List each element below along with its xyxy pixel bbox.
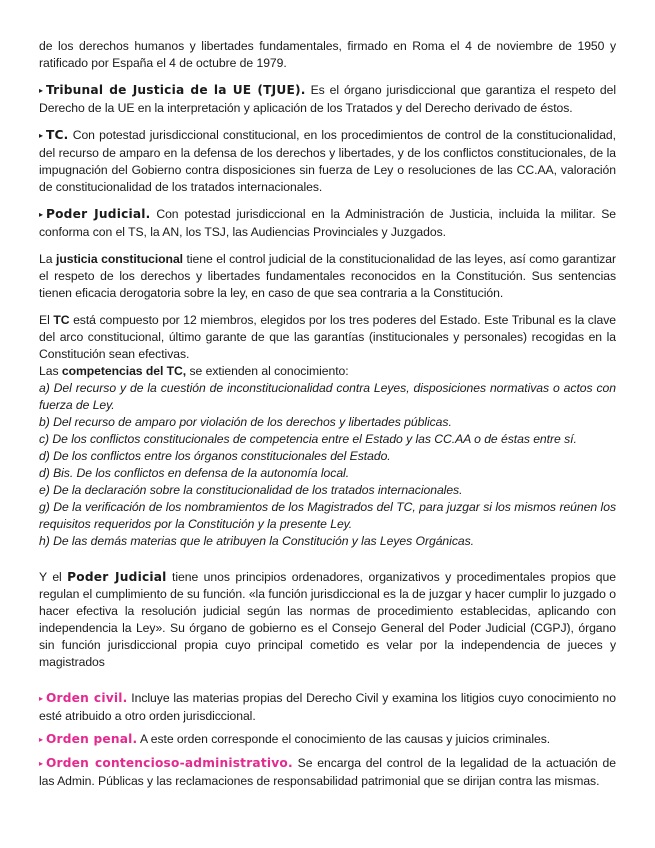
paragraph-tc-composicion [39, 312, 616, 363]
orden-civil-title: Orden civil. [45, 691, 128, 705]
pj2-text: tiene unos principios ordenadores, organizativos y procedimentales propios que regulan el cumplimiento de su función. «la función jurisdiccional es la de juzgar y hacer cumplir lo juzgado o hacer efectiva la resolución judicial según las normas de procedimiento establecidas, aplicando con independencia la Ley». Su órgano de gobierno es el Consejo General del Poder Judicial (CGPJ), órgano sin función jurisdiccional propia cuyo principal cometido es velar por la independencia de jueces y magistrados [39, 570, 616, 669]
comp-post: se extienden al conocimiento: [186, 364, 349, 378]
competencia-item: d) Bis. De los conflictos en defensa de la autonomía local. [39, 466, 350, 480]
paragraph-orden-civil [39, 690, 616, 725]
paragraph-tjue [39, 82, 616, 117]
competencia-item: d) De los conflictos entre los órganos constitucionales del Estado. [39, 449, 391, 463]
paragraph-orden-penal [39, 731, 616, 749]
bullet-triangle-icon: ▸ [39, 694, 43, 703]
pj-text: Con potestad jurisdiccional en la Administración de Justicia, incluida la militar. Se conforma con el TS, la AN, los TSJ, las Audiencias Provinciales y Juzgados. [39, 207, 616, 239]
competencia-item: b) Del recurso de amparo por violación de los derechos y libertades públicas. [39, 415, 452, 429]
pj2-bold: Poder Judicial [67, 570, 167, 584]
paragraph-intro [39, 38, 616, 72]
orden-penal-text: A este orden corresponde el conocimiento de las causas y juicios criminales. [137, 732, 551, 746]
competencias-heading [39, 363, 616, 380]
orden-penal-title: Orden penal. [45, 732, 138, 746]
tjue-text: Es el órgano jurisdiccional que garantiza el respeto del Derecho de la UE en la interpretación y aplicación de los Tratados y del Derecho derivado de éstos. [39, 83, 616, 115]
paragraph-justicia-constitucional [39, 251, 616, 302]
intro-text: de los derechos humanos y libertades fundamentales, firmado en Roma el 4 de noviembre de 1950 y ratificado por España el 4 de octubre de 1979. [39, 39, 616, 70]
paragraph-poder-judicial [39, 206, 616, 241]
paragraph-orden-contencioso [39, 755, 616, 790]
bullet-triangle-icon: ▸ [39, 86, 43, 95]
pj-title: Poder Judicial. [45, 207, 151, 221]
bullet-triangle-icon: ▸ [39, 210, 43, 219]
paragraph-poder-judicial-principios [39, 569, 616, 671]
tc2-bold: TC [53, 313, 70, 327]
competencia-item: a) Del recurso y de la cuestión de inconstitucionalidad contra Leyes, disposiciones normativas o actos con fuerza de Ley. [39, 381, 616, 412]
comp-bold: competencias del TC, [61, 364, 187, 378]
tc-title: TC. [45, 128, 69, 142]
competencia-item: e) De la declaración sobre la constitucionalidad de los tratados internacionales. [39, 483, 463, 497]
orden-contencioso-text: Se encarga del control de la legalidad de la actuación de las Admin. Públicas y las reclamaciones de responsabilidad patrimonial que se dirijan contra las mismas. [39, 756, 616, 788]
comp-pre: Las [39, 364, 62, 378]
tc2-text: está compuesto por 12 miembros, elegidos por los tres poderes del Estado. Este Tribunal es la clave del arco constitucional, último garante de que las garantías (institucionales y personales) recogidas en la Constitución sean efectivas. [39, 313, 617, 361]
competencia-item: g) De la verificación de los nombramientos de los Magistrados del TC, para juzgar si los mismos reúnen los requisitos requeridos por la Constitución y la presente Ley. [39, 500, 616, 531]
bullet-triangle-icon: ▸ [39, 759, 43, 768]
tc-text: Con potestad jurisdiccional constitucional, en los procedimientos de control de la constitucionalidad, del recurso de amparo en la defensa de los derechos y libertades, y de los conflictos constitucionales, de la impugnación del Gobierno contra disposiciones sin fuerza de Ley o resoluciones de las CC.AA, valoración de constitucionalidad de los tratados internacionales. [39, 128, 616, 194]
jc-text: tiene el control judicial de la constitucionalidad de las leyes, así como garantizar el respeto de los derechos y libertades fundamentales reconocidos en la Constitución. Sus sentencias tienen eficacia derogatoria sobre la ley, en caso de que sea contraria a la Constitución. [39, 252, 617, 300]
competencias-block [39, 363, 616, 550]
jc-bold: justicia constitucional [55, 252, 184, 266]
jc-pre: La [39, 252, 56, 266]
tc2-pre: El [39, 313, 54, 327]
pj2-pre: Y el [39, 570, 68, 584]
competencia-item: c) De los conflictos constitucionales de competencia entre el Estado y las CC.AA o de éstas entre sí. [39, 432, 577, 446]
competencia-item: h) De las demás materias que le atribuyen la Constitución y las Leyes Orgánicas. [39, 534, 474, 548]
paragraph-tc [39, 127, 616, 196]
tjue-title: Tribunal de Justicia de la UE (TJUE). [45, 83, 306, 97]
orden-contencioso-title: Orden contencioso-administrativo. [45, 756, 293, 770]
orden-civil-text: Incluye las materias propias del Derecho Civil y examina los litigios cuyo conocimiento no esté atribuido a otro orden jurisdiccional. [39, 691, 616, 723]
bullet-triangle-icon: ▸ [39, 131, 43, 140]
bullet-triangle-icon: ▸ [39, 735, 43, 744]
